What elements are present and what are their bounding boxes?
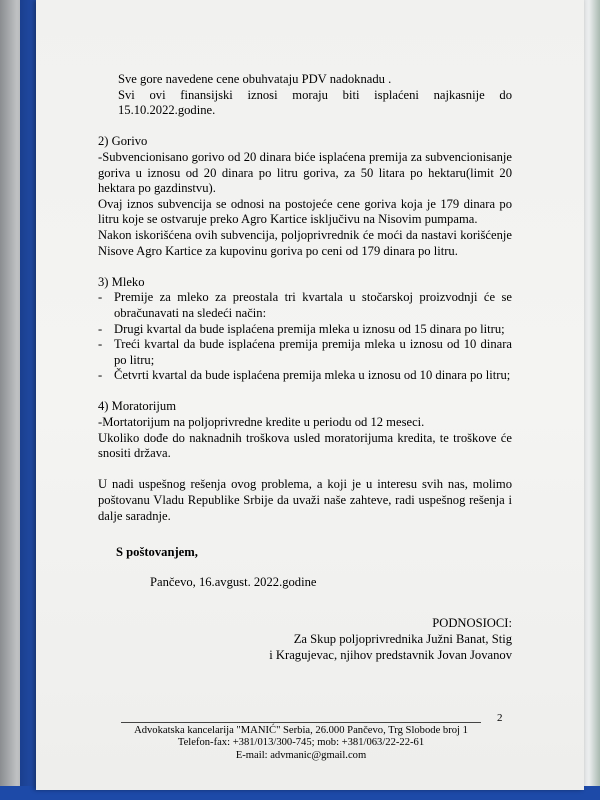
letterhead-footer	[121, 725, 481, 762]
footer-line-1: Advokatska kancelarija "MANIĆ" Serbia, 26.000 Pančevo, Trg Slobode broj 1	[134, 725, 468, 736]
list-item: - Premije za mleko za preostala tri kvartala u stočarskoj proizvodnji će se obračunavati na sledeći način:	[98, 290, 512, 320]
section-4-paragraph-1: -Mortatorijum na poljoprivredne kredite u periodu od 12 meseci.	[98, 415, 425, 430]
closing-paragraph: U nadi uspešnog rešenja ovog problema, a koji je u interesu svih nas, molimo poštovanu Vladu Republike Srbije da uvaži naše zahteve, radi uspešnog rešenja i dalje saradnje.	[98, 477, 512, 523]
submitters-title: PODNOSIOCI:	[432, 616, 512, 630]
signoff: S poštovanjem,	[116, 545, 198, 559]
section-2-paragraph-2: Ovaj iznos subvencija se odnosi na postojeće cene goriva koja je 179 dinara po litru koje se ostvaruje preko Agro Kartice isključivu na Nisovim pumpama.	[98, 196, 512, 227]
intro-line-1: Sve gore navedene cene obuhvataju PDV nadoknadu .	[118, 72, 392, 86]
milk-item-2: Drugi kvartal da bude isplaćena premija mleka u iznosu od 15 dinara po litru;	[114, 321, 505, 336]
footer-line-2: Telefon-fax: +381/013/300-745; mob: +381/063/22-22-61	[177, 737, 425, 749]
list-item: - Drugi kvartal da bude isplaćena premija mleka u iznosu od 15 dinara po litru;	[98, 322, 512, 338]
section-4-paragraph-2: Ukoliko dođe do naknadnih troškova usled moratorijuma kredita, te troškove će snositi država.	[98, 430, 512, 461]
letter-body	[98, 72, 512, 524]
section-2-paragraph-1: -Subvencionisano gorivo od 20 dinara biće isplaćena premija za subvencionisanje goriva u iznosu od 20 dinara po litru goriva, za 50 litara po hektaru(limit 20 hektara po gazdinstvu).	[98, 149, 512, 196]
list-item: - Četvrti kvartal da bude isplaćena premija mleka u iznosu od 10 dinara po litru;	[98, 368, 511, 383]
place-date: Pančevo, 16.avgust. 2022.godine	[150, 575, 317, 589]
page-number: 2	[497, 712, 503, 724]
submitters-line-2: i Kragujevac, njihov predstavnik Jovan Jovanov	[269, 648, 512, 662]
section-2-heading: 2) Gorivo	[98, 134, 148, 149]
list-item: - Treći kvartal da bude isplaćena premija premija mleka u iznosu od 10 dinara po litru;	[98, 337, 512, 367]
footer-divider	[121, 722, 481, 723]
intro-line-2: Svi ovi finansijski iznosi moraju biti isplaćeni najkasnije do 15.10.2022.godine.	[118, 87, 512, 118]
milk-item-4: Četvrti kvartal da bude isplaćena premija mleka u iznosu od 10 dinara po litru;	[114, 368, 511, 383]
section-4-heading: 4) Moratorijum	[98, 399, 176, 414]
milk-item-3: Treći kvartal da bude isplaćena premija premija mleka u iznosu od 10 dinara po litru;	[114, 337, 512, 367]
milk-item-1: Premije za mleko za preostala tri kvartala u stočarskoj proizvodnji će se obračunavati na sledeći način:	[114, 290, 512, 320]
submitters-block	[190, 615, 512, 663]
submitters-line-1: Za Skup poljoprivrednika Južni Banat, Stig	[293, 632, 512, 646]
section-2-paragraph-3: Nakon iskorišćena ovih subvencija, poljoprivrednik će moći da nastavi korišćenje Nisove Agro Kartice za kupovinu goriva po ceni od 179 dinara po litru.	[98, 227, 512, 258]
section-3-heading: 3) Mleko	[98, 274, 145, 289]
footer-line-3: E-mail: advmanic@gmail.com	[235, 749, 367, 761]
